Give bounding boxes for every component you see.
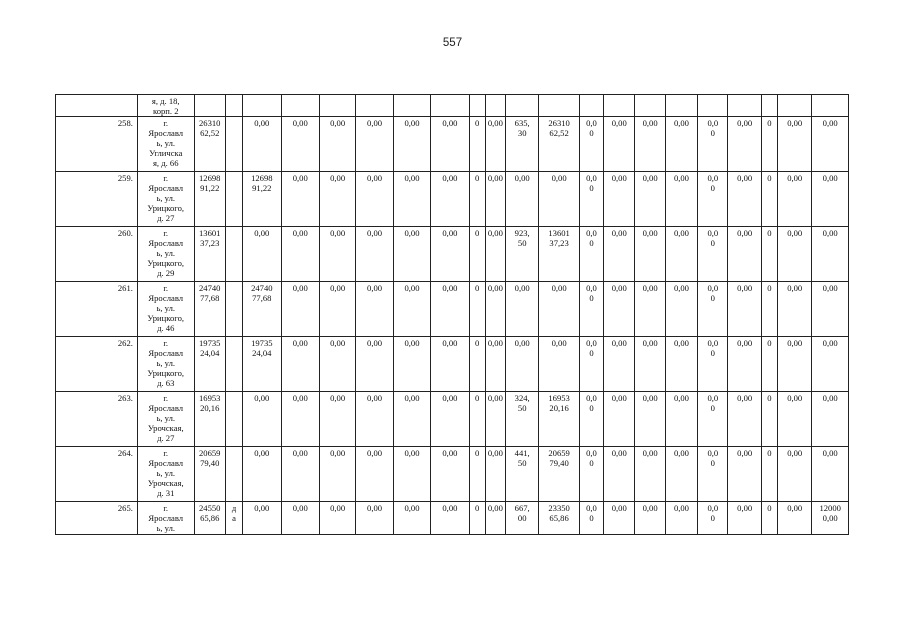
cell-c8: 0,00	[356, 447, 393, 502]
cell-c21: 0	[761, 447, 777, 502]
cell-num: 261.	[56, 282, 138, 337]
cell-c14: 20659 79,40	[539, 447, 579, 502]
cell-c16: 0,00	[604, 502, 635, 535]
cell-c12: 0,00	[485, 337, 505, 392]
cell-c21: 0	[761, 282, 777, 337]
cell-c11: 0	[469, 337, 485, 392]
cell-c22: 0,00	[778, 227, 812, 282]
cell-c12: 0,00	[485, 502, 505, 535]
cell-c20: 0,00	[728, 502, 761, 535]
cell-c10: 0,00	[431, 502, 469, 535]
cell-c8: 0,00	[356, 172, 393, 227]
cell-c17: 0,00	[635, 117, 665, 172]
cell-c18: 0,00	[665, 392, 697, 447]
cell-c3: 12698 91,22	[194, 172, 225, 227]
cell-c5: 12698 91,22	[243, 172, 281, 227]
cell-c7: 0,00	[319, 172, 355, 227]
cell-c17: 0,00	[635, 447, 665, 502]
cell-c16: 0,00	[604, 337, 635, 392]
cell-c13: 0,00	[506, 282, 539, 337]
cell-c8: 0,00	[356, 117, 393, 172]
cell-c3: 24550 65,86	[194, 502, 225, 535]
cell-c15: 0,0 0	[579, 282, 603, 337]
cell-c16: 0,00	[604, 447, 635, 502]
cell-c8: 0,00	[356, 502, 393, 535]
cell-c19: 0,0 0	[698, 392, 728, 447]
cell-c3: 16953 20,16	[194, 392, 225, 447]
cell-c6: 0,00	[281, 227, 319, 282]
cell-c16: 0,00	[604, 392, 635, 447]
cell-c15: 0,0 0	[579, 337, 603, 392]
cell-c8: 0,00	[356, 227, 393, 282]
cell-c20: 0,00	[728, 447, 761, 502]
cell-c5: 0,00	[243, 447, 281, 502]
cell-c10: 0,00	[431, 392, 469, 447]
table-row	[56, 392, 849, 447]
cell-c18: 0,00	[665, 227, 697, 282]
cell-c9: 0,00	[393, 447, 430, 502]
cell-c6: 0,00	[281, 282, 319, 337]
cell-c14: 0,00	[539, 172, 579, 227]
cell-c5: 0,00	[243, 117, 281, 172]
cell-c17: 0,00	[635, 502, 665, 535]
cell-c4: д а	[225, 502, 242, 535]
cell-c21: 0	[761, 172, 777, 227]
cell-c7: 0,00	[319, 282, 355, 337]
cell-c19: 0,0 0	[698, 117, 728, 172]
cell-c13: 0,00	[506, 337, 539, 392]
cell-num: 258.	[56, 117, 138, 172]
cell-c5: 0,00	[243, 502, 281, 535]
cell-address: г. Ярославл ь, ул. Урицкого, д. 46	[137, 282, 194, 337]
cell-c22: 0,00	[778, 392, 812, 447]
cell-c14: 13601 37,23	[539, 227, 579, 282]
cell-c15: 0,0 0	[579, 392, 603, 447]
cell-c15: 0,0 0	[579, 172, 603, 227]
cell-c11: 0	[469, 392, 485, 447]
cell-c17: 0,00	[635, 282, 665, 337]
cell-c10: 0,00	[431, 117, 469, 172]
cell-c6: 0,00	[281, 117, 319, 172]
cell-c19: 0,0 0	[698, 227, 728, 282]
cell-c13: 667, 00	[506, 502, 539, 535]
cell-c9: 0,00	[393, 337, 430, 392]
page-number: 557	[442, 37, 463, 49]
cell-c22: 0,00	[778, 337, 812, 392]
cell-c4	[225, 117, 242, 172]
cell-c3: 19735 24,04	[194, 337, 225, 392]
cell-c21: 0	[761, 392, 777, 447]
cell-num: 265.	[56, 502, 138, 535]
cell-c4	[225, 447, 242, 502]
cell-c3: 26310 62,52	[194, 117, 225, 172]
cell-c6: 0,00	[281, 337, 319, 392]
cell-c15: 0,0 0	[579, 502, 603, 535]
cell-c6: 0,00	[281, 172, 319, 227]
cell-address: г. Ярославл ь, ул. Урочская, д. 31	[137, 447, 194, 502]
cell-c18: 0,00	[665, 447, 697, 502]
cell-c15: 0,0 0	[579, 117, 603, 172]
cell-c23: 0,00	[812, 117, 849, 172]
cell-c13: 441, 50	[506, 447, 539, 502]
cell-c6: 0,00	[281, 447, 319, 502]
cell-num: 260.	[56, 227, 138, 282]
cell-c20: 0,00	[728, 227, 761, 282]
cell-c3: 20659 79,40	[194, 447, 225, 502]
cell-c20: 0,00	[728, 172, 761, 227]
cell-c3: 24740 77,68	[194, 282, 225, 337]
cell-c22: 0,00	[778, 172, 812, 227]
cell-address: г. Ярославл ь, ул. Угличска я, д. 66	[137, 117, 194, 172]
table-row	[56, 337, 849, 392]
cell-c11: 0	[469, 117, 485, 172]
cell-c10: 0,00	[431, 227, 469, 282]
cell-c16: 0,00	[604, 227, 635, 282]
cell-c10: 0,00	[431, 282, 469, 337]
cell-c18: 0,00	[665, 117, 697, 172]
cell-c19: 0,0 0	[698, 447, 728, 502]
cell-c23: 0,00	[812, 282, 849, 337]
cell-c22: 0,00	[778, 117, 812, 172]
cell-c19: 0,0 0	[698, 172, 728, 227]
cell-c12: 0,00	[485, 392, 505, 447]
cell-c16: 0,00	[604, 282, 635, 337]
cell-c14: 0,00	[539, 282, 579, 337]
cell-num: 262.	[56, 337, 138, 392]
table-row	[56, 227, 849, 282]
cell-c5: 0,00	[243, 227, 281, 282]
cell-c19: 0,0 0	[698, 282, 728, 337]
table-row	[56, 447, 849, 502]
cell-c11: 0	[469, 502, 485, 535]
cell-c9: 0,00	[393, 502, 430, 535]
cell-c16: 0,00	[604, 117, 635, 172]
cell-c21: 0	[761, 337, 777, 392]
cell-address: г. Ярославл ь, ул.	[137, 502, 194, 535]
cell-c21: 0	[761, 502, 777, 535]
cell-c4	[225, 337, 242, 392]
cell-c23: 0,00	[812, 447, 849, 502]
cell-num	[56, 95, 138, 117]
cell-c19: 0,0 0	[698, 337, 728, 392]
cell-c8: 0,00	[356, 282, 393, 337]
cell-c9: 0,00	[393, 117, 430, 172]
cell-c5: 19735 24,04	[243, 337, 281, 392]
cell-address: г. Ярославл ь, ул. Урицкого, д. 29	[137, 227, 194, 282]
cell-c20: 0,00	[728, 282, 761, 337]
cell-c14: 0,00	[539, 337, 579, 392]
cell-c6: 0,00	[281, 392, 319, 447]
cell-c9: 0,00	[393, 227, 430, 282]
cell-c17: 0,00	[635, 227, 665, 282]
cell-c8: 0,00	[356, 392, 393, 447]
cell-c4	[225, 282, 242, 337]
cell-c14: 16953 20,16	[539, 392, 579, 447]
cell-num: 259.	[56, 172, 138, 227]
cell-c15: 0,0 0	[579, 447, 603, 502]
cell-c4	[225, 227, 242, 282]
cell-c13: 923, 50	[506, 227, 539, 282]
cell-c21: 0	[761, 117, 777, 172]
cell-address: г. Ярославл ь, ул. Урицкого, д. 27	[137, 172, 194, 227]
cell-c7: 0,00	[319, 227, 355, 282]
cell-c12: 0,00	[485, 282, 505, 337]
cell-c6: 0,00	[281, 502, 319, 535]
cell-c13: 0,00	[506, 172, 539, 227]
cell-c12: 0,00	[485, 447, 505, 502]
cell-c17: 0,00	[635, 172, 665, 227]
cell-c18: 0,00	[665, 337, 697, 392]
cell-c18: 0,00	[665, 502, 697, 535]
cell-c14: 26310 62,52	[539, 117, 579, 172]
cell-c4	[225, 172, 242, 227]
cell-c20: 0,00	[728, 117, 761, 172]
cell-c10: 0,00	[431, 447, 469, 502]
cell-c17: 0,00	[635, 392, 665, 447]
cell-c22: 0,00	[778, 502, 812, 535]
table-row-continuation	[56, 95, 849, 117]
cell-address: я, д. 18, корп. 2	[137, 95, 194, 117]
cell-address: г. Ярославл ь, ул. Урочская, д. 27	[137, 392, 194, 447]
cell-c12: 0,00	[485, 227, 505, 282]
cell-c22: 0,00	[778, 447, 812, 502]
cell-c11: 0	[469, 172, 485, 227]
cell-address: г. Ярославл ь, ул. Урицкого, д. 63	[137, 337, 194, 392]
cell-c18: 0,00	[665, 282, 697, 337]
cell-c7: 0,00	[319, 447, 355, 502]
cell-c7: 0,00	[319, 117, 355, 172]
cell-c5: 0,00	[243, 392, 281, 447]
cell-c4	[225, 392, 242, 447]
cell-c3: 13601 37,23	[194, 227, 225, 282]
cell-c23: 0,00	[812, 392, 849, 447]
cell-c20: 0,00	[728, 337, 761, 392]
table-row	[56, 282, 849, 337]
cell-c9: 0,00	[393, 172, 430, 227]
cell-c9: 0,00	[393, 282, 430, 337]
cell-c7: 0,00	[319, 337, 355, 392]
cell-c5: 24740 77,68	[243, 282, 281, 337]
cell-c13: 324, 50	[506, 392, 539, 447]
cell-c11: 0	[469, 227, 485, 282]
cell-c17: 0,00	[635, 337, 665, 392]
cell-c9: 0,00	[393, 392, 430, 447]
cell-num: 263.	[56, 392, 138, 447]
cell-c12: 0,00	[485, 172, 505, 227]
cell-c23: 0,00	[812, 337, 849, 392]
cell-c23: 12000 0,00	[812, 502, 849, 535]
cell-c20: 0,00	[728, 392, 761, 447]
cell-c14: 23350 65,86	[539, 502, 579, 535]
cell-num: 264.	[56, 447, 138, 502]
cell-c10: 0,00	[431, 172, 469, 227]
table-row	[56, 502, 849, 535]
cell-c11: 0	[469, 282, 485, 337]
cell-c18: 0,00	[665, 172, 697, 227]
cell-c10: 0,00	[431, 337, 469, 392]
cell-c21: 0	[761, 227, 777, 282]
table-row	[56, 172, 849, 227]
cell-c19: 0,0 0	[698, 502, 728, 535]
cell-c23: 0,00	[812, 227, 849, 282]
cell-c12: 0,00	[485, 117, 505, 172]
cell-c23: 0,00	[812, 172, 849, 227]
cell-c7: 0,00	[319, 502, 355, 535]
cell-c16: 0,00	[604, 172, 635, 227]
cell-c11: 0	[469, 447, 485, 502]
cell-c8: 0,00	[356, 337, 393, 392]
cell-c15: 0,0 0	[579, 227, 603, 282]
cell-c7: 0,00	[319, 392, 355, 447]
data-table	[55, 94, 849, 535]
table-row	[56, 117, 849, 172]
cell-c22: 0,00	[778, 282, 812, 337]
cell-c13: 635, 30	[506, 117, 539, 172]
